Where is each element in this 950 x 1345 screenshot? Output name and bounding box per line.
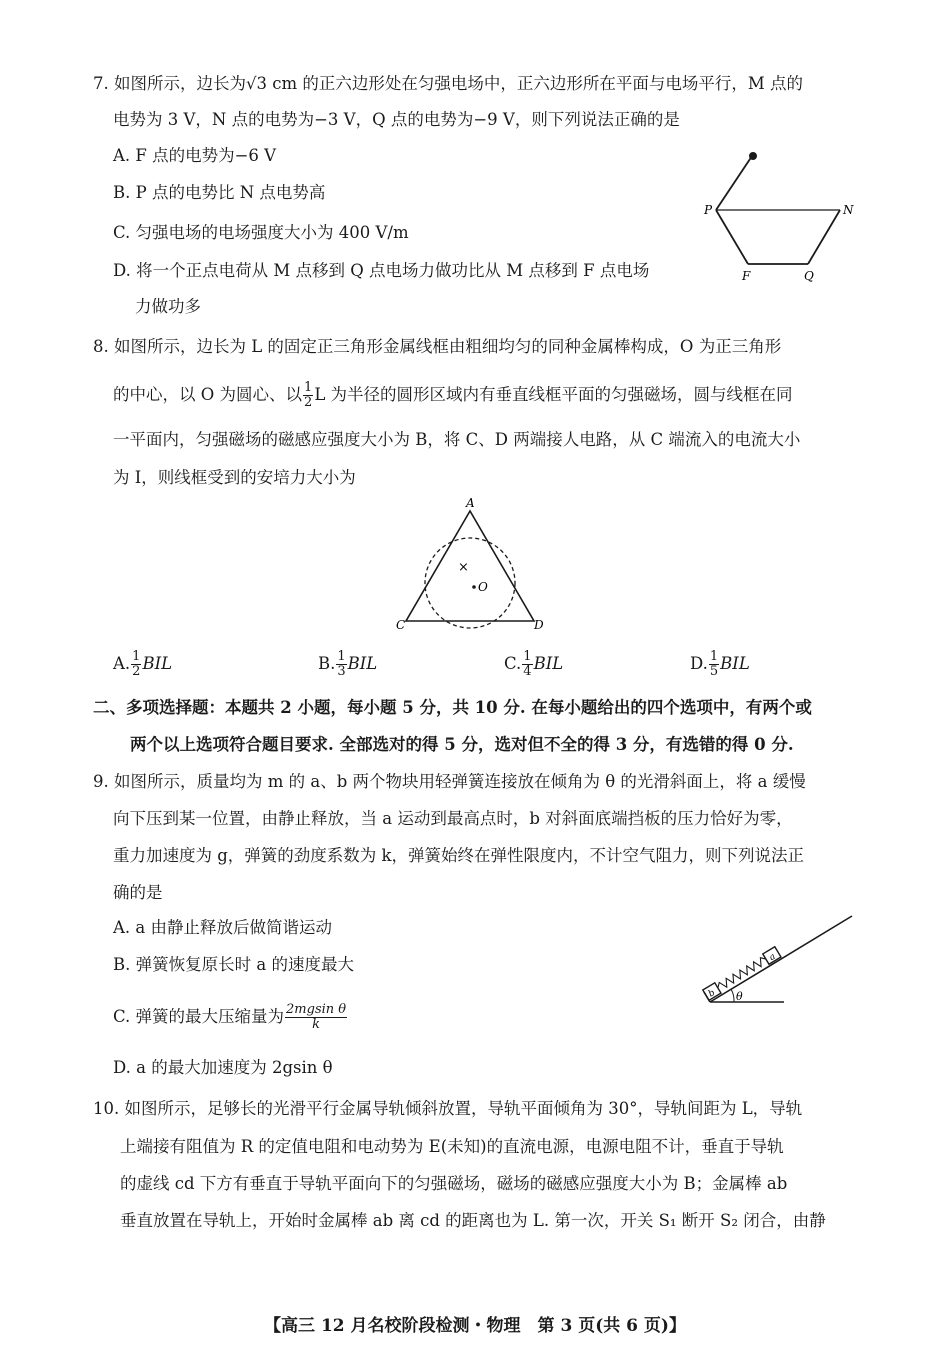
label-b: b bbox=[706, 988, 717, 1000]
angle-arc bbox=[731, 989, 734, 1002]
label-theta: θ bbox=[736, 990, 743, 1003]
q8-line1: 8. 如图所示，边长为 L 的固定正三角形金属线框由粗细均匀的同种金属棒构成，O 为正三角形 bbox=[93, 337, 782, 356]
q9-line4: 确的是 bbox=[113, 883, 163, 902]
q7-option-a: A. F 点的电势为−6 V bbox=[113, 146, 277, 165]
q9-option-c bbox=[113, 1003, 348, 1032]
q9-line1: 9. 如图所示，质量均为 m 的 a、b 两个物块用轻弹簧连接放在倾角为 θ 的光滑斜面上，将 a 缓慢 bbox=[93, 772, 806, 791]
q9-option-d: D. a 的最大加速度为 2gsin θ bbox=[113, 1058, 333, 1077]
q8-line2-end: L 为半径的圆形区域内有垂直线框平面的匀强磁场，圆与线框在同 bbox=[314, 385, 793, 404]
q9-line2: 向下压到某一位置，由静止释放，当 a 运动到最高点时，b 对斜面底端挡板的压力恰好为零， bbox=[113, 809, 793, 828]
q7-option-d-cont: 力做功多 bbox=[135, 297, 201, 316]
section2-heading-cont: 两个以上选项符合题目要求. 全部选对的得 5 分，选对但不全的得 3 分，有选错的得 0 分. bbox=[130, 735, 794, 754]
q8-line2 bbox=[113, 381, 793, 410]
label-o: O bbox=[478, 580, 488, 594]
hex-edge-qn bbox=[808, 210, 840, 264]
q7-option-c: C. 匀强电场的电场强度大小为 400 V/m bbox=[113, 223, 409, 242]
q10-line3: 的虚线 cd 下方有垂直于导轨平面向下的匀强磁场，磁场的磁感应强度大小为 B；金属棒 ab bbox=[120, 1174, 788, 1193]
hex-edge-pf bbox=[716, 210, 748, 264]
q8-option-c: C. $\frac{1}{4}$ BIL bbox=[504, 649, 564, 679]
q9-line3: 重力加速度为 g，弹簧的劲度系数为 k，弹簧始终在弹性限度内，不计空气阻力，则下列说法正 bbox=[113, 846, 805, 865]
q10-line4: 垂直放置在导轨上，开始时金属棒 ab 离 cd 的距离也为 L. 第一次，开关 S₁ 断开 S₂ 闭合，由静 bbox=[120, 1211, 826, 1230]
label-q: Q bbox=[804, 269, 814, 283]
q8-frac-num: 1 bbox=[304, 380, 313, 395]
q7-line2: 电势为 3 V，N 点的电势为−3 V，Q 点的电势为−9 V，则下列说法正确的是 bbox=[113, 110, 680, 129]
triangle-figure bbox=[390, 495, 560, 635]
q9-option-b: B. 弹簧恢复原长时 a 的速度最大 bbox=[113, 955, 354, 974]
q9-compression-fraction: $\frac{\text{2mgsin θ}}{k}$ bbox=[286, 1002, 347, 1032]
label-c: C bbox=[396, 618, 406, 632]
field-cross-symbol: × bbox=[458, 560, 469, 575]
center-o-dot bbox=[472, 585, 476, 589]
q9-option-c-text: C. 弹簧的最大压缩量为 bbox=[113, 1007, 285, 1026]
label-f: F bbox=[742, 269, 751, 283]
q7-option-d: D. 将一个正点电荷从 M 点移到 Q 点电场力做功比从 M 点移到 F 点电场 bbox=[113, 261, 650, 280]
q8-line4: 为 I，则线框受到的安培力大小为 bbox=[113, 468, 356, 487]
label-a: A bbox=[466, 496, 475, 510]
q8-option-d: D. $\frac{1}{5}$ BIL bbox=[690, 649, 750, 679]
label-a: a bbox=[767, 951, 778, 964]
q8-frac-den: 2 bbox=[304, 395, 313, 410]
label-n: N bbox=[843, 203, 854, 217]
hexagon-figure bbox=[700, 140, 870, 290]
label-p: P bbox=[704, 203, 713, 217]
q10-line2: 上端接有阻值为 R 的定值电阻和电动势为 E(未知)的直流电源，电源电阻不计，垂直于导轨 bbox=[120, 1137, 784, 1156]
label-d: D bbox=[534, 618, 544, 632]
page-footer: 【高三 12 月名校阶段检测・物理 第 3 页(共 6 页)】 bbox=[264, 1316, 686, 1336]
q8-option-b: B. $\frac{1}{3}$ BIL bbox=[318, 649, 378, 679]
q8-radius-fraction bbox=[303, 381, 313, 410]
q8-line3: 一平面内，匀强磁场的磁感应强度大小为 B，将 C、D 两端接人电路，从 C 端流入的电流大小 bbox=[113, 430, 801, 449]
q8-line2-start: 的中心，以 O 为圆心、以 bbox=[113, 385, 303, 404]
section2-heading: 二、多项选择题：本题共 2 小题，每小题 5 分，共 10 分. 在每小题给出的四个选项中，有两个或 bbox=[93, 698, 812, 717]
point-m-dot bbox=[749, 152, 757, 160]
spring bbox=[716, 956, 768, 992]
q10-line1: 10. 如图所示，足够长的光滑平行金属导轨倾斜放置，导轨平面倾角为 30°，导轨间距为 L，导轨 bbox=[93, 1099, 803, 1118]
incline-spring-figure bbox=[700, 910, 860, 1010]
q9-option-a: A. a 由静止释放后做简谐运动 bbox=[113, 918, 332, 937]
q7-option-b: B. P 点的电势比 N 点电势高 bbox=[113, 183, 326, 202]
triangle-frame bbox=[406, 511, 534, 621]
hex-edge-mp bbox=[716, 156, 752, 210]
magnetic-field-circle bbox=[425, 538, 515, 628]
q7-line1: 7. 如图所示，边长为√3 cm 的正六边形处在匀强电场中，正六边形所在平面与电场平行，M 点的 bbox=[93, 74, 804, 93]
q8-option-a: A. $\frac{1}{2}$ BIL bbox=[113, 649, 173, 679]
